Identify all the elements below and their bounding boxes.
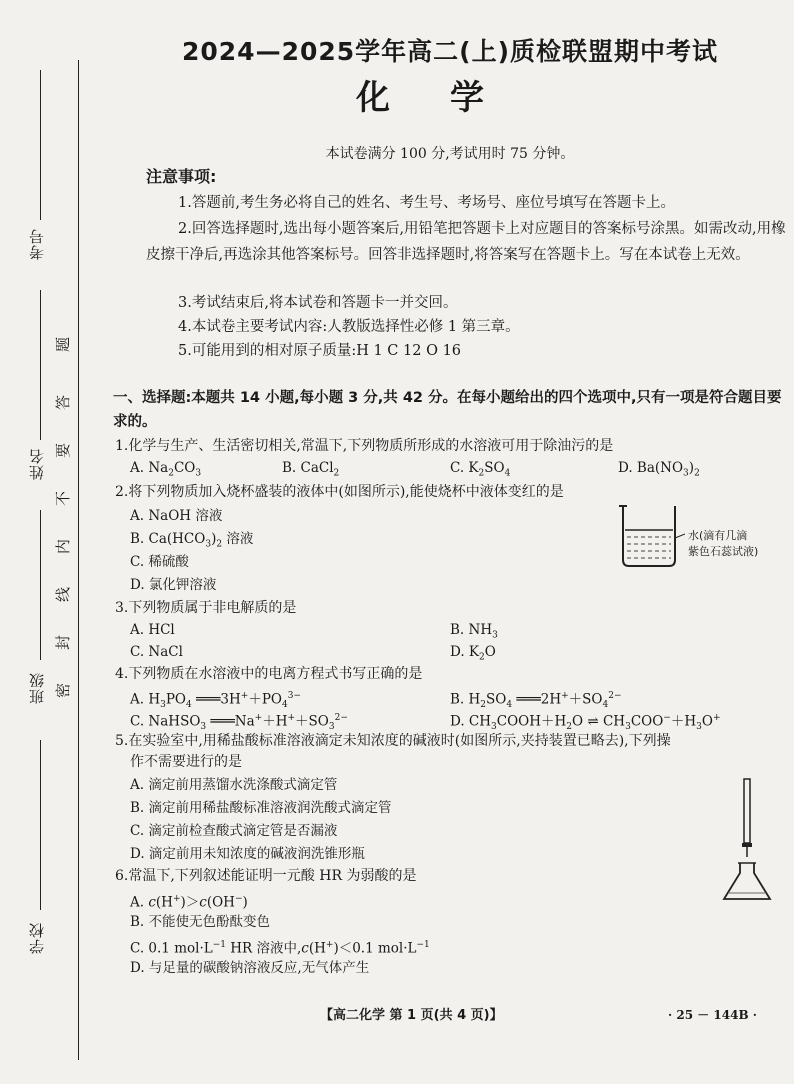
q3-option-c: C. NaCl xyxy=(130,644,183,660)
exam-title: 2024—2025学年高二(上)质检联盟期中考试 xyxy=(181,37,718,66)
question-5-stem: 5.在实验室中,用稀盐酸标准溶液滴定未知浓度的碱液时(如图所示,夹持装置已略去),下列操 xyxy=(115,733,671,749)
class-underline xyxy=(40,510,41,660)
q3-option-b: B. $NH_3$ xyxy=(450,622,498,641)
q6-option-a: A. c(H+)＞c(OH−) xyxy=(130,894,248,911)
note-item: 4.本试卷主要考试内容:人教版选择性必修 1 第三章。 xyxy=(178,319,520,335)
exam-subject: 化学 xyxy=(356,78,544,118)
binding-line xyxy=(78,60,79,1060)
seal-char: 答 xyxy=(54,394,73,411)
exam-info: 本试卷满分 100 分,考试用时 75 分钟。 xyxy=(325,146,575,162)
q1-option-b: B. CaCl$_2$ xyxy=(282,460,340,479)
class-label: 班级 xyxy=(28,672,46,704)
q2-option-d: D. 氯化钾溶液 xyxy=(130,577,217,593)
paper-code: · 25 － 144B · xyxy=(668,1008,757,1022)
page-footer: 【高二化学 第 1 页(共 4 页)】 xyxy=(320,1008,503,1023)
note-item: 3.考试结束后,将本试卷和答题卡一并交回。 xyxy=(178,295,458,311)
seal-char: 密 xyxy=(54,682,73,699)
seal-char: 封 xyxy=(54,634,73,651)
beaker-diagram xyxy=(615,500,685,570)
school-underline xyxy=(40,740,41,910)
seal-char: 题 xyxy=(54,336,73,353)
q6-option-d: D. 与足量的碳酸钠溶液反应,无气体产生 xyxy=(130,960,370,976)
question-1-stem: 1.化学与生产、生活密切相关,常温下,下列物质所形成的水溶液可用于除油污的是 xyxy=(115,438,614,454)
question-4-stem: 4.下列物质在水溶液中的电离方程式书写正确的是 xyxy=(115,666,423,682)
section-heading: 一、选择题:本题共 14 小题,每小题 3 分,共 42 分。在每小题给出的四个选项中,只有一项是符合题目要求的。 xyxy=(113,390,782,430)
question-2-stem: 2.将下列物质加入烧杯盛装的液体中(如图所示),能使烧杯中液体变红的是 xyxy=(115,484,564,500)
q1-option-c: C. $K_2SO_4$ xyxy=(450,460,511,479)
exam-no-underline xyxy=(40,70,41,220)
name-label: 姓名 xyxy=(28,448,46,480)
q5-option-c: C. 滴定前检查酸式滴定管是否漏液 xyxy=(130,823,338,839)
exam-no-label: 考号 xyxy=(28,228,46,260)
beaker-caption-line: 紫色石蕊试液) xyxy=(688,545,759,558)
seal-char: 线 xyxy=(54,586,73,603)
q2-option-a: A. NaOH 溶液 xyxy=(130,508,223,524)
beaker-caption xyxy=(688,528,758,560)
note-item: 5.可能用到的相对原子质量:H 1 C 12 O 16 xyxy=(178,343,462,359)
q1-option-d: D. $Ba(NO_3)_2$ xyxy=(618,460,700,479)
seal-char: 不 xyxy=(54,490,73,507)
note-item: 2.回答选择题时,选出每小题答案后,用铅笔把答题卡上对应题目的答案标号涂黑。如需改动,用橡皮擦干净后,再选涂其他答案标号。回答非选择题时,将答案写在答题卡上。写在本试卷上无效。 xyxy=(146,221,786,263)
seal-char: 要 xyxy=(54,442,73,459)
notes-heading: 注意事项: xyxy=(146,167,217,186)
q5-option-a: A. 滴定前用蒸馏水洗涤酸式滴定管 xyxy=(130,777,338,793)
q6-option-b: B. 不能使无色酚酞变色 xyxy=(130,914,271,930)
note-item: 1.答题前,考生务必将自己的姓名、考生号、考场号、座位号填写在答题卡上。 xyxy=(178,195,675,211)
q4-option-d: D. $CH_3COOH+H_2O$ ⇌ $CH_3COO^-+H_3O^+$ xyxy=(450,713,721,733)
q3-option-a: A. HCl xyxy=(130,622,175,638)
q2-option-b: B. $Ca(HCO_3)_2$ 溶液 xyxy=(130,531,254,550)
seal-char: 内 xyxy=(54,538,73,555)
q4-option-b: B. $H_2SO_4$ $═══2H^++SO_4^{2-}$ xyxy=(450,691,622,711)
q6-option-c: C. 0.1 $mol\cdot L^{-1}$ HR 溶液中,c(H+)＜0.1 $mol\cdot L^{-1}$ xyxy=(130,940,430,957)
q1-option-a: A. $Na_2CO_3$ xyxy=(130,460,202,479)
q2-option-c: C. 稀硫酸 xyxy=(130,554,189,570)
q4-option-c: C. NaHSO$_3$ $═══Na^++H^++SO_3^{2-}$ xyxy=(130,713,348,733)
name-underline xyxy=(40,290,41,440)
q3-option-d: D. $K_2O$ xyxy=(450,644,496,663)
q5-option-d: D. 滴定前用未知浓度的碱液润洗锥形瓶 xyxy=(130,846,365,862)
question-5-stem-cont: 作不需要进行的是 xyxy=(130,754,242,770)
q5-option-b: B. 滴定前用稀盐酸标准溶液润洗酸式滴定管 xyxy=(130,800,392,816)
beaker-caption-line: 水(滴有几滴 xyxy=(688,529,748,542)
q4-option-a: A. $H_3PO_4$ $═══3H^++PO_4^{3-}$ xyxy=(130,691,301,711)
question-3-stem: 3.下列物质属于非电解质的是 xyxy=(115,600,297,616)
school-label: 学校 xyxy=(28,922,46,954)
question-6-stem: 6.常温下,下列叙述能证明一元酸 HR 为弱酸的是 xyxy=(115,868,417,884)
